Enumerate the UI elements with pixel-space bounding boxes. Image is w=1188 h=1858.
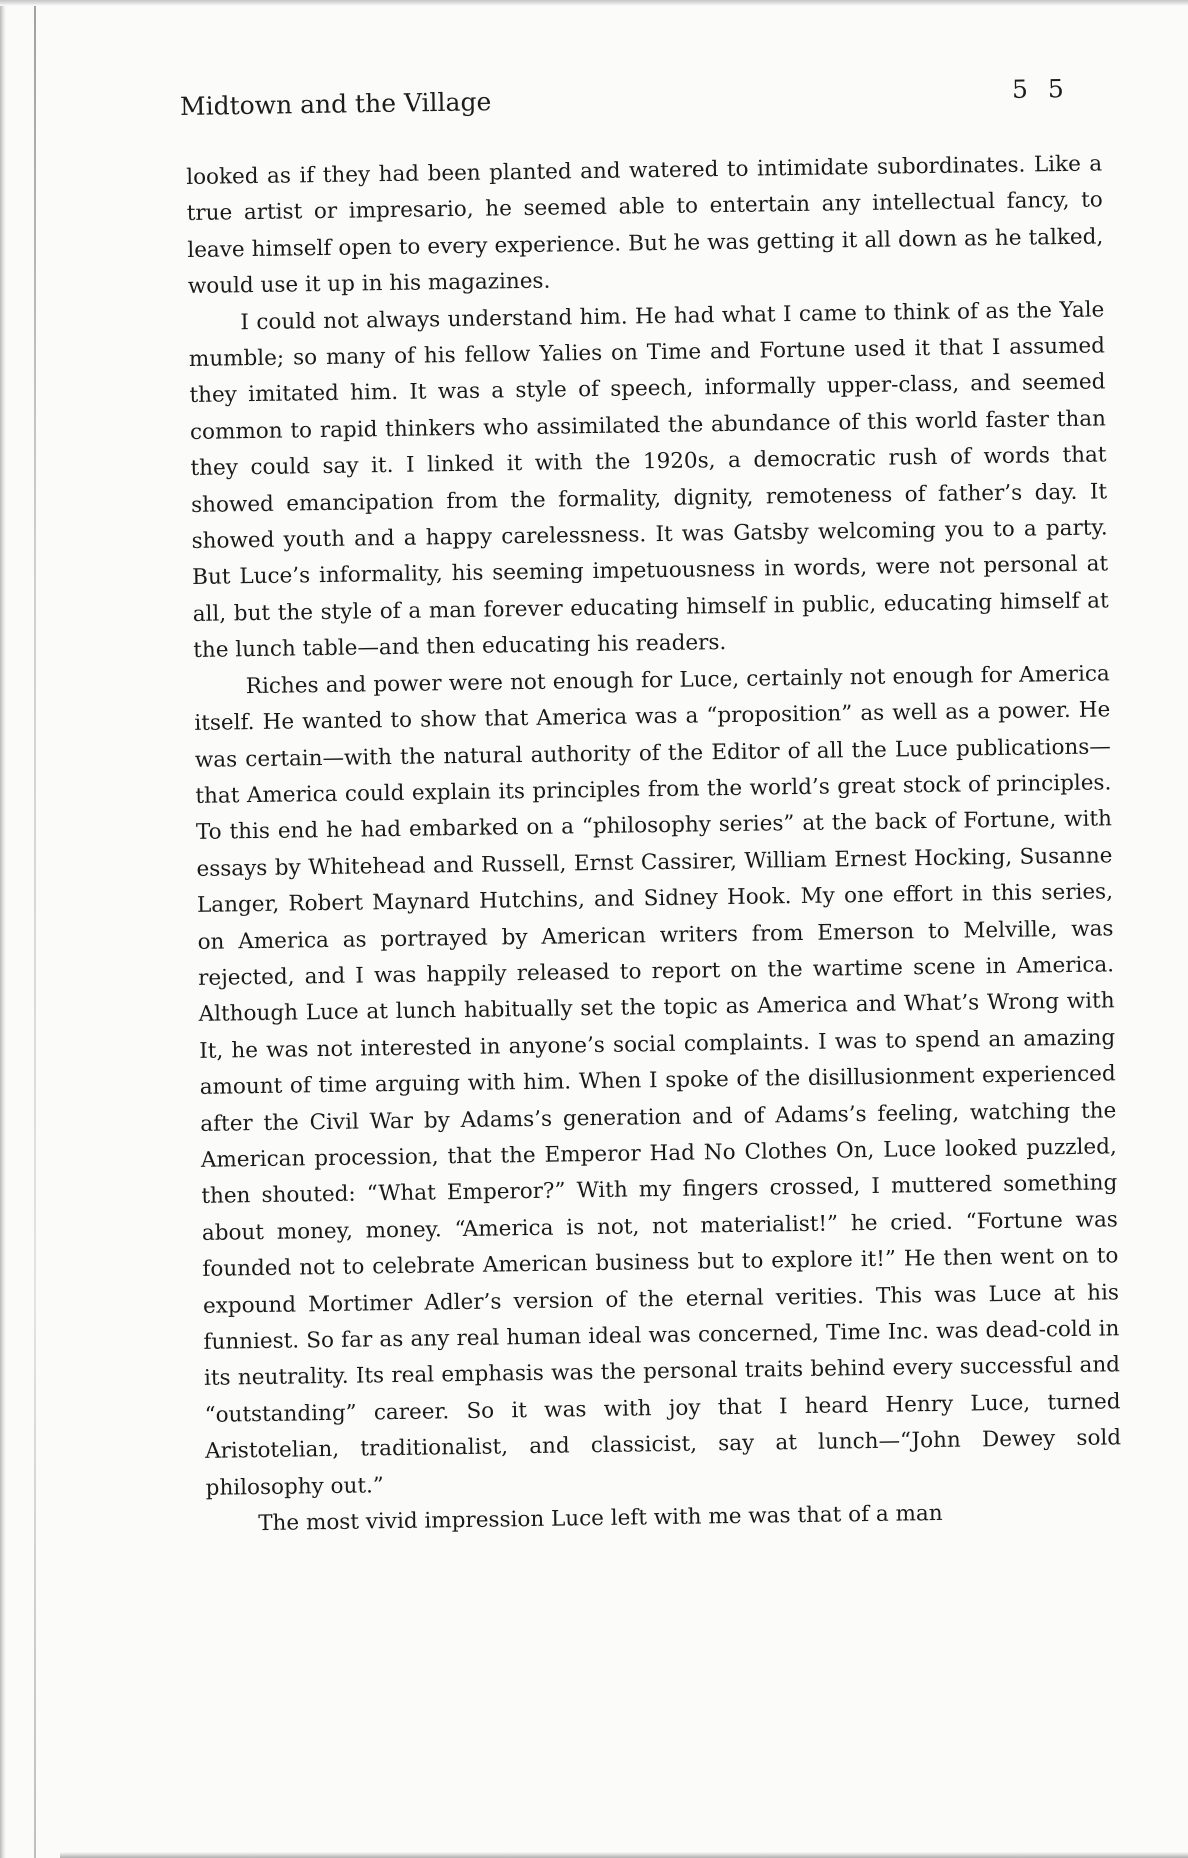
paragraph: Riches and power were not enough for Luce, certainly not enough for America itself. He wanted to show that America was a “proposition” as well as a power. He was certain—with the natural authority of the Editor of all the Luce publications—that America could explain its principles from the world’s great stock of principles. To this end he had embarked on a “philosophy series” at the back of Fortune, with essays by Whitehead and Russell, Ernst Cassirer, William Ernest Hocking, Susanne Langer, Robert Maynard Hutchins, and Sidney Hook. My one effort in this series, on America as portrayed by American writers from Emerson to Melville, was rejected, and I was happily released to report on the wartime scene in America. Although Luce at lunch habitually set the topic as America and What’s Wrong with It, he was not interested in anyone’s social complaints. I was to spend an amazing amount of time arguing with him. When I spoke of the disillusionment experienced after the Civil War by Adams’s generation and of Adams’s feeling, watching the American procession, that the Emperor Had No Clothes On, Luce looked puzzled, then shouted: “What Emperor?” With my fingers crossed, I muttered something about money, money. “America is not, not materialist!” he cried. “Fortune was founded not to celebrate American business but to explore it!” He then went on to expound Mortimer Adler’s version of the eternal verities. This was Luce at his funniest. So far as any real human ideal was concerned, Time Inc. was dead-cold in its neutrality. Its real emphasis was the personal traits behind every successful and “outstanding” career. So it was with joy that I heard Henry Luce, turned Aristotelian, traditionalist, and classicist, say at lunch—“John Dewey sold philosophy out.”: [194, 661, 1122, 1501]
paragraph: The most vivid impression Luce left with me was that of a man: [258, 1500, 943, 1537]
page-number: 5 5: [1011, 74, 1071, 104]
page-left-edge: [0, 0, 6, 1858]
paragraph: looked as if they had been planted and watered to intimidate subordinates. Like a true artist or impresario, he seemed able to entertain any intellectual fancy, to leave himself open to every experience. But he was getting it all down as he talked, would use it up in his magazines.: [186, 151, 1104, 300]
page-bottom-edge: [60, 1852, 1188, 1858]
body-text: [186, 146, 1122, 1543]
running-title: Midtown and the Village: [179, 87, 492, 121]
binding-shadow: [34, 0, 36, 1858]
paragraph: I could not always understand him. He had what I came to think of as the Yale mumble; so many of his fellow Yalies on Time and Fortune used it that I assumed they imitated him. It was a style of speech, informally upper-class, and seemed common to rapid thinkers who assimilated the abundance of this world faster than they could say it. I linked it with the 1920s, a democratic rush of words that showed emancipation from the formality, dignity, remoteness of father’s day. It showed youth and a happy carelessness. It was Gatsby welcoming you to a party. But Luce’s informality, his seeming impetuousness in words, were not personal at all, but the style of a man forever educating himself in public, educating himself at the lunch table—and then educating his readers.: [188, 297, 1109, 664]
running-head: [180, 74, 1071, 128]
page-top-edge: [0, 0, 1188, 6]
